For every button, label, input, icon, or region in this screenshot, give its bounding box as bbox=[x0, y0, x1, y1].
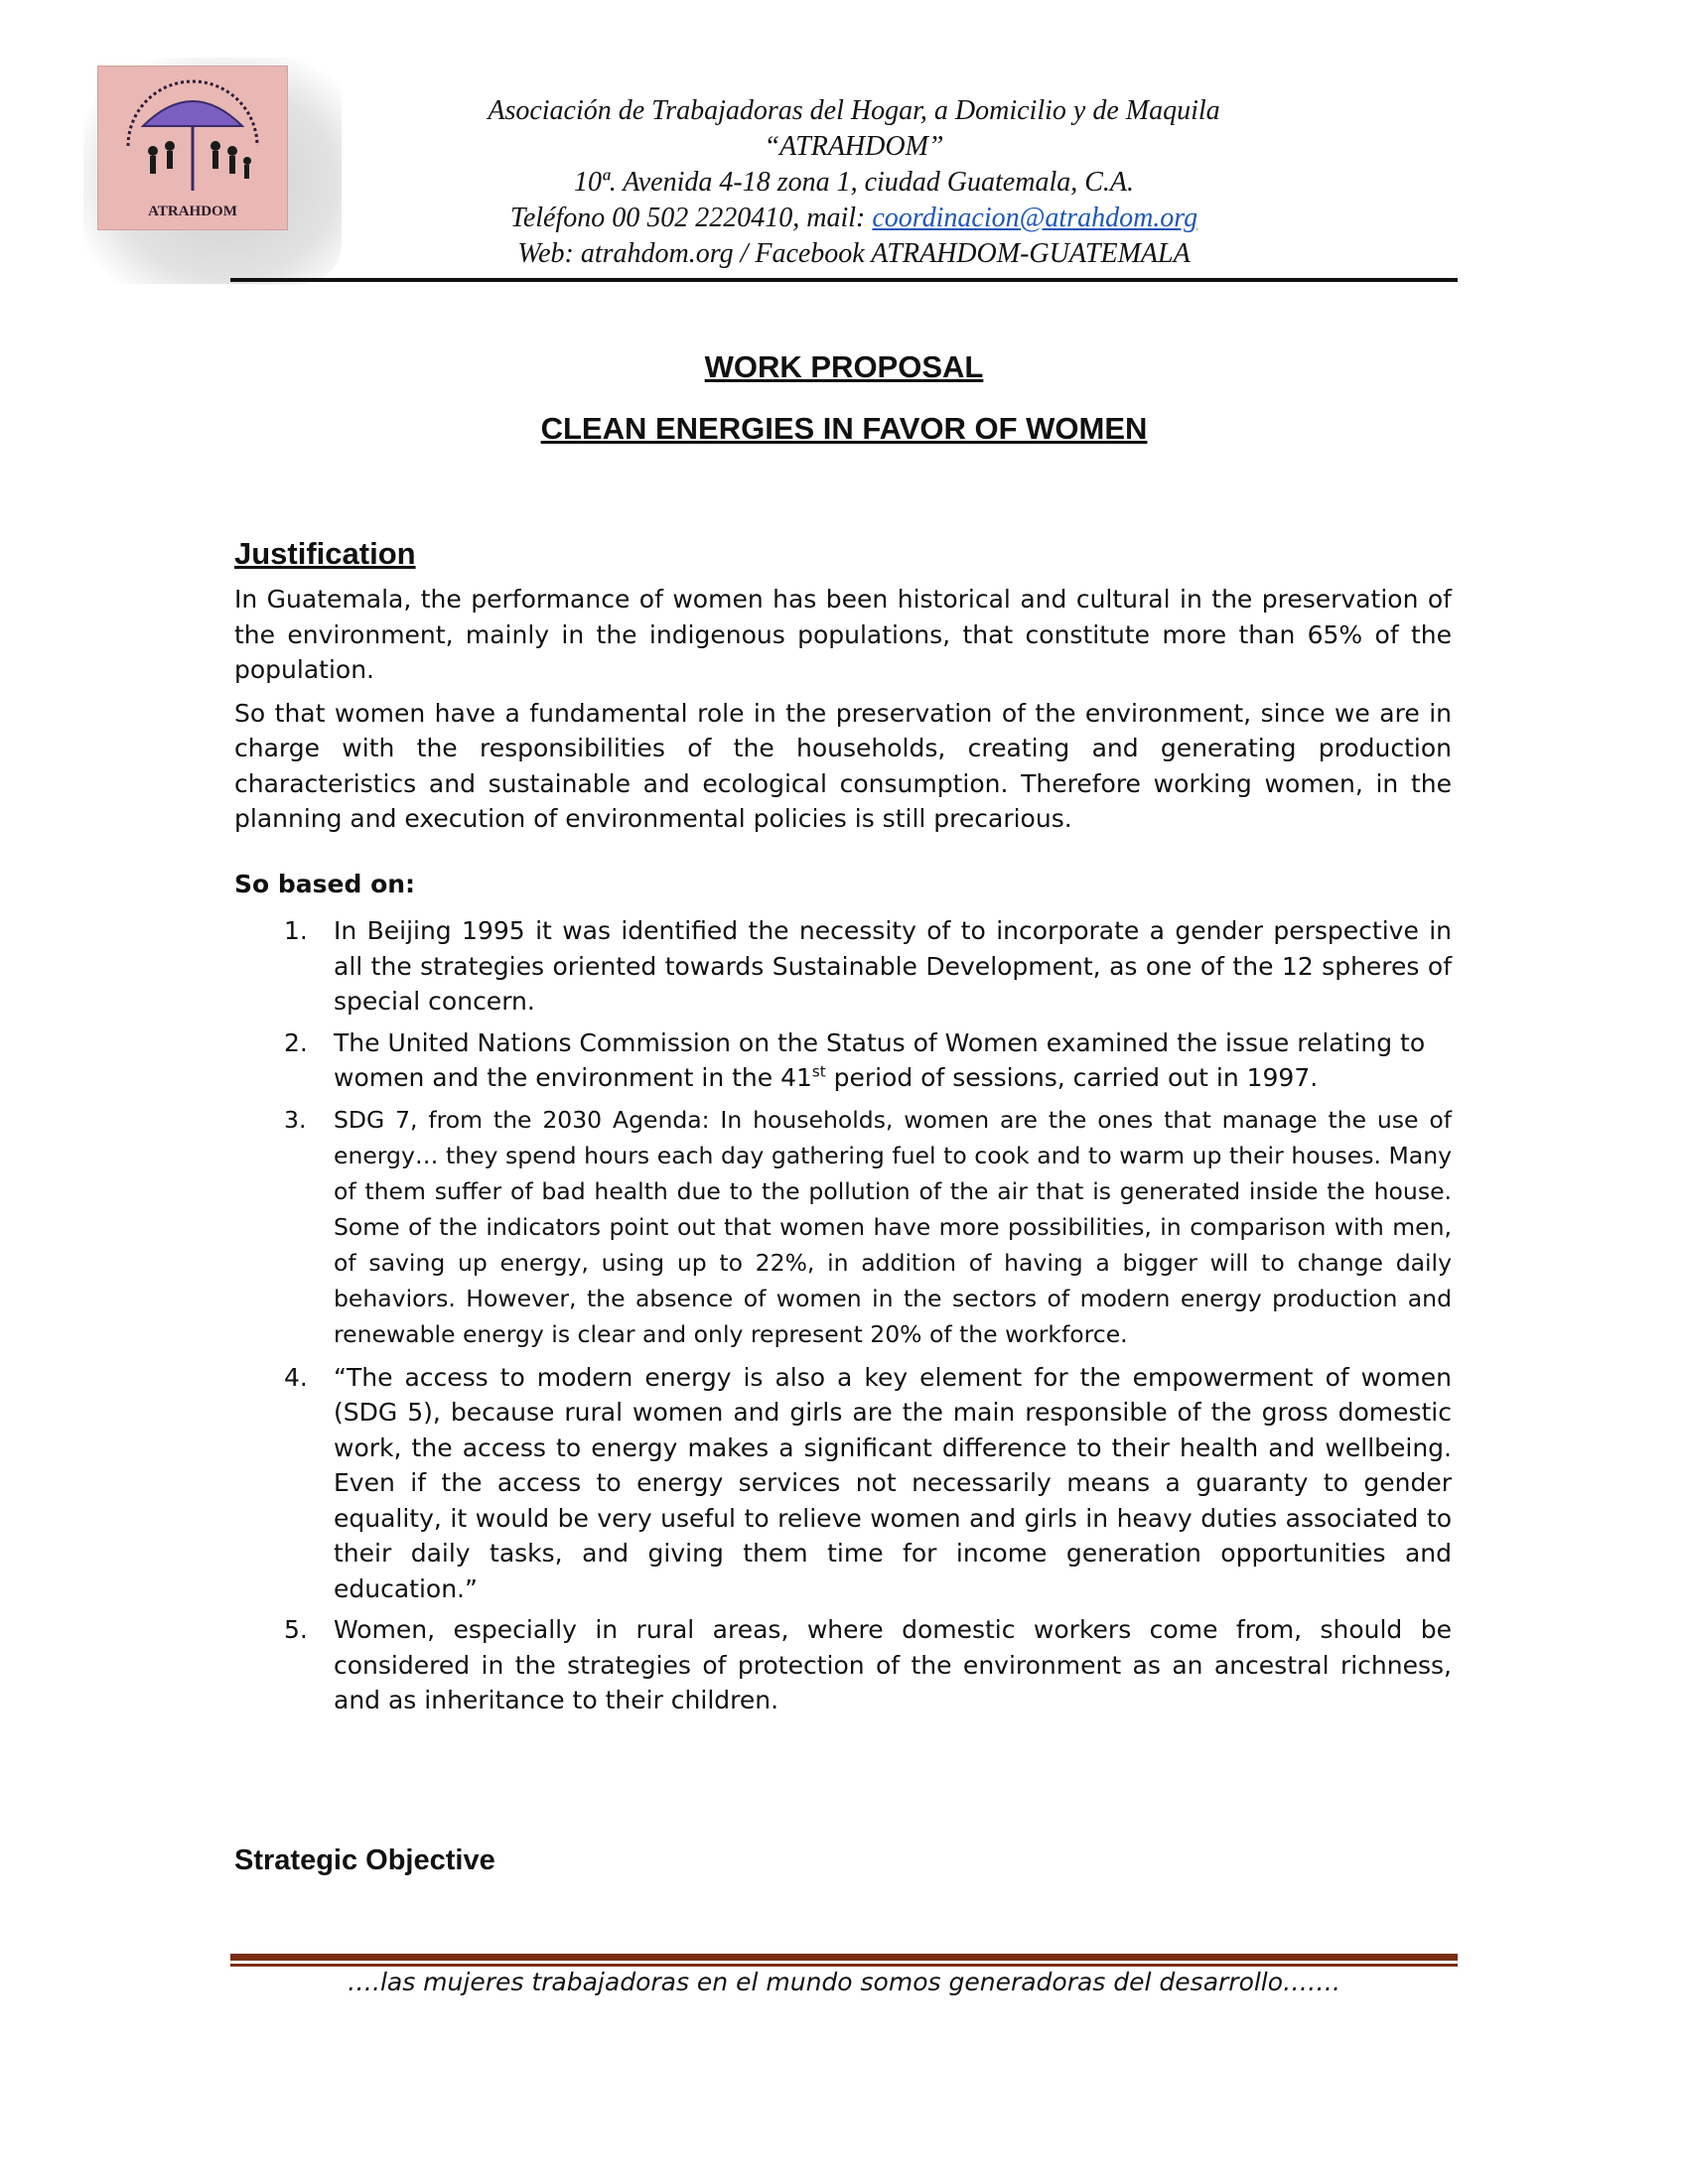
logo-shadow bbox=[83, 58, 342, 284]
justification-paragraph: So that women have a fundamental role in the preservation of the environment, since we are in charge with the responsibilities of the households, creating and generating production characteristics and sustainable and ecological consumption. Therefore working women, in the planning and execution of environmental policies is still precarious. bbox=[234, 698, 1452, 833]
org-contact bbox=[377, 201, 1331, 236]
footer-divider-thin bbox=[230, 1964, 1458, 1967]
header-divider bbox=[230, 278, 1458, 282]
list-text: In Beijing 1995 it was identified the necessity of to incorporate a gender perspective in all the strategies oriented towards Sustainable Development, as one of the 12 spheres of special concern. bbox=[334, 916, 1452, 1016]
list-number: 5. bbox=[284, 1615, 308, 1644]
list-text: Women, especially in rural areas, where domestic workers come from, should be considered in the strategies of protection of the environment as an ancestral richness, and as inheritance to their children. bbox=[334, 1615, 1452, 1714]
list-item bbox=[234, 1102, 1452, 1352]
list-text: SDG 7, from the 2030 Agenda: In households, women are the ones that manage the use of energy… they spend hours each day gathering fuel to cook and to warm up their houses. Many of them suffer of bad health due to the pollution of the air that is generated inside the house. Some of the indicators point out that women have more possibilities, in comparison with men, of saving up energy, using up to 22%, in addition of having a bigger will to change daily behaviors. However, the absence of women in the sectors of modern energy production and renewable energy is clear and only represent 20% of the workforce. bbox=[334, 1105, 1452, 1348]
email-link[interactable]: coordinacion@atrahdom.org bbox=[872, 203, 1198, 233]
org-name: Asociación de Trabajadoras del Hogar, a Domicilio y de Maquila bbox=[488, 95, 1220, 126]
list-number: 3. bbox=[284, 1105, 307, 1134]
footer-divider bbox=[230, 1954, 1458, 1961]
list-text: period of sessions, carried out in 1997. bbox=[825, 1063, 1319, 1092]
list-item bbox=[234, 1360, 1452, 1607]
based-on-label: So based on: bbox=[234, 870, 416, 898]
organization-header bbox=[377, 93, 1331, 272]
list-item bbox=[234, 1025, 1452, 1096]
list-text: “The access to modern energy is also a key element for the empowerment of women (SDG 5), because rural women and girls are the main responsible of the gross domestic work, the access to energy makes a significant difference to their health and wellbeing. Even if the access to energy services not necessarily means a guaranty to gender equality, it would be very useful to relieve women and girls in heavy duties associated to their daily tasks, and giving them time for income generation opportunities and education.” bbox=[334, 1362, 1452, 1603]
justification-body bbox=[234, 582, 1452, 845]
strategic-objective-heading: Strategic Objective bbox=[234, 1844, 495, 1876]
document-title: WORK PROPOSAL bbox=[704, 349, 984, 384]
based-on-list bbox=[234, 913, 1452, 1724]
list-number: 2. bbox=[284, 1027, 308, 1057]
atrahdom-logo bbox=[97, 66, 288, 230]
justification-paragraph: In Guatemala, the performance of women has been historical and cultural in the preservation of the environment, mainly in the indigenous populations, that constitute more than 65% of the population. bbox=[234, 585, 1452, 684]
list-number: 4. bbox=[284, 1362, 308, 1392]
svg-text:ATRAHDOM: ATRAHDOM bbox=[148, 204, 237, 219]
footer-motto: ….las mujeres trabajadoras en el mundo somos generadoras del desarrollo……. bbox=[348, 1968, 1340, 1996]
list-number: 1. bbox=[284, 916, 308, 945]
org-web: Web: atrahdom.org / Facebook ATRAHDOM-GUATEMALA bbox=[517, 238, 1191, 269]
justification-heading: Justification bbox=[234, 536, 416, 571]
list-item bbox=[234, 1612, 1452, 1718]
org-address: 10ª. Avenida 4-18 zona 1, ciudad Guatemala, C.A. bbox=[573, 167, 1135, 198]
phone-text: Teléfono 00 502 2220410, mail: bbox=[509, 203, 873, 233]
document-subtitle: CLEAN ENERGIES IN FAVOR OF WOMEN bbox=[540, 411, 1148, 446]
list-text: The United Nations Commission on the Status of Women examined the issue relating to women and the environment in the 41 bbox=[334, 1027, 1426, 1092]
superscript: st bbox=[811, 1062, 826, 1081]
org-acronym: “ATRAHDOM” bbox=[764, 131, 944, 162]
logo-graphic bbox=[98, 67, 287, 229]
list-item bbox=[234, 913, 1452, 1020]
